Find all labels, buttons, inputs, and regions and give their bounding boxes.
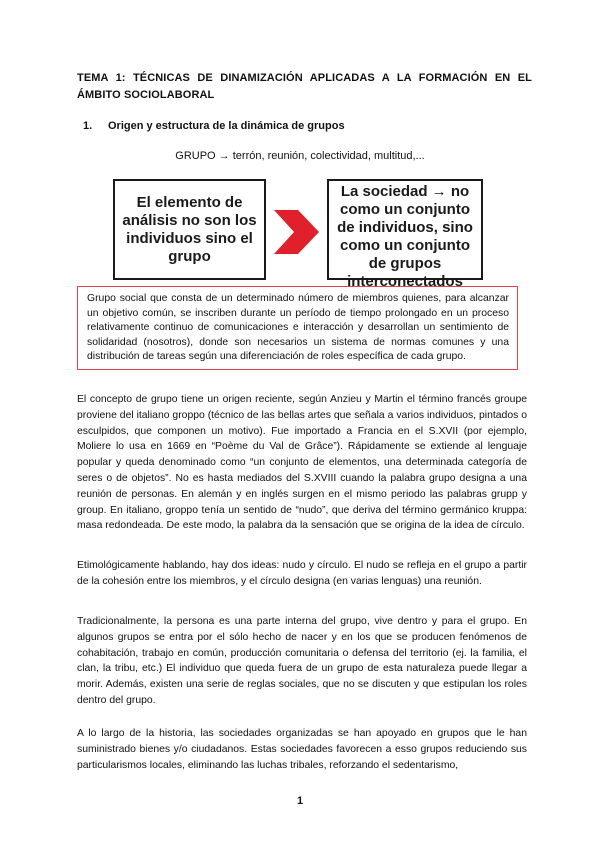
section-title: Origen y estructura de la dinámica de grupos <box>108 120 345 132</box>
grupo-etymology-line <box>0 150 600 162</box>
section-number: 1. <box>83 120 93 132</box>
grupo-etymology-text: GRUPO → terrón, reunión, colectividad, multitud,... <box>175 150 425 162</box>
society-text: La sociedad → no como un conjunto de individuos, sino como un conjunto de grupos interconectados <box>337 183 473 290</box>
paragraph-etymology: Etimológicamente hablando, hay dos ideas: nudo y círculo. El nudo se refleja en el grupo a partir de la cohesión entre los miembros, y el círculo designa (en varias lenguas) una reunión. <box>77 560 527 587</box>
document-title: TEMA 1: TÉCNICAS DE DINAMIZACIÓN APLICADAS A LA FORMACIÓN EN EL ÁMBITO SOCIOLABORAL <box>77 72 532 101</box>
analysis-element-box <box>113 179 266 280</box>
page-number: 1 <box>296 795 304 807</box>
section-heading <box>83 120 345 132</box>
analysis-element-text: El elemento de análisis no son los individuos sino el grupo <box>122 193 257 265</box>
society-box <box>327 179 483 290</box>
definition-box: Grupo social que consta de un determinado número de miembros quienes, para alcanzar un objetivo común, se inscriben durante un período de tiempo prolongado en un proceso relativamente continuo de comunicaciones e interacción y desarrollan un sentimiento de solidaridad (nosotros), donde son necesarios un sistema de normas comunes y una distribución de tareas según una diferenciación de roles específica de cada grupo. <box>77 286 518 370</box>
chevron-right-icon <box>272 207 322 257</box>
paragraph-history: A lo largo de la historia, las sociedades organizadas se han apoyado en grupos que le han suministrado bienes y/o ciudadanos. Estas sociedades favorecen a esso grupos reduciendo sus particularismos locales, eliminando las luchas tribales, reforzando el sedentarismo, <box>77 728 527 771</box>
paragraph-tradition: Tradicionalmente, la persona es una parte interna del grupo, vive dentro y para el grupo. En algunos grupos se entra por el sólo hecho de nacer y en los que se producen fenómenos de cohabitación, trabajo en común, producción comunitaria o defensa del territorio (ej. la familia, el clan, la tribu, etc.) El individuo que queda fuera de un grupo de esta naturaleza puede llegar a morir. Además, existen una serie de reglas sociales, que no se discuten y que estipulan los roles dentro del grupo. <box>77 616 527 706</box>
paragraph-origin: El concepto de grupo tiene un origen reciente, según Anzieu y Martin el término francés groupe proviene del italiano groppo (técnico de las bellas artes que señala a varios individuos, pintados o esculpidos, que componen un motivo). Fue importado a Francia en el S.XVII (por ejemplo, Moliere lo usa en 1669 en “Poème du Val de Grâce”). Rápidamente se extiende al lenguaje popular y queda denominado como “un conjunto de elementos, una determinada categoría de seres o de objetos”. No es hasta mediados del S.XVIII cuando la palabra grupo designa a una reunión de personas. En alemán y en inglés surgen en el mismo periodo las palabras grupp y group. En italiano, groppo tenía un sentido de “nudo”, que deriva del término germánico kruppa: masa redondeada. De este modo, la palabra da la sensación que se origina de la idea de círculo. <box>77 394 527 532</box>
